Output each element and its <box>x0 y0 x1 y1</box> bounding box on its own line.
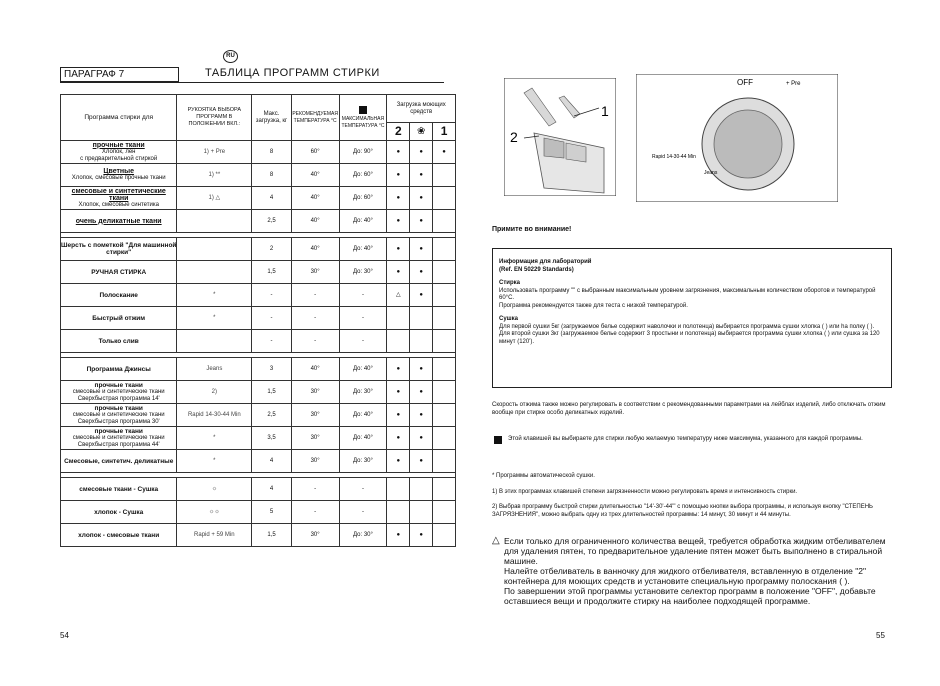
program-name-cell <box>61 164 177 187</box>
table-row <box>61 381 456 404</box>
program-name-line: Хлопок, смесовые прочные ткани <box>71 175 166 181</box>
knob-cell: * <box>177 450 252 473</box>
detergent-flower-cell: ● <box>410 238 433 261</box>
header-compartment-flower: ❀ <box>410 123 433 141</box>
program-name-cell <box>61 187 177 210</box>
detergent-2-cell: ● <box>387 381 410 404</box>
program-name-cell <box>61 210 177 233</box>
dry-title: Сушка <box>499 316 519 322</box>
program-name-cell <box>61 381 177 404</box>
program-name-line: смесовые и синтетические ткани <box>71 187 166 202</box>
bleach-paragraph-3: По завершении этой программы установите селектор программ в положение "OFF", добавьте оставшиеся вещи и продолжите стирку на наиболее подходящей программе. <box>504 586 876 606</box>
knob-cell: * <box>177 284 252 307</box>
rec-temp-cell: - <box>291 284 339 307</box>
max-temp-cell: До: 40° <box>339 427 387 450</box>
max-load-cell: 4 <box>252 187 292 210</box>
detergent-2-cell: △ <box>387 284 410 307</box>
program-name-line: прочные ткани <box>94 427 143 435</box>
table-row <box>61 141 456 164</box>
max-load-cell: 8 <box>252 141 292 164</box>
knob-cell: * <box>177 427 252 450</box>
detergent-flower-cell: ● <box>410 450 433 473</box>
program-name-cell <box>61 524 177 547</box>
program-name-line: Программа Джинсы <box>86 365 151 373</box>
dry-text-2: Для второй сушки 3кг (загружаемое белье содержит 3 простыни и полотенца) выбирается программа сушки хлопка ( ) или сушка за 120 минут (120'). <box>499 331 880 345</box>
header-program: Программа стирки для <box>61 95 177 141</box>
rec-temp-cell: - <box>291 478 339 501</box>
detergent-flower-cell: ● <box>410 210 433 233</box>
program-name-line: Полоскание <box>99 291 138 299</box>
program-dial-illustration <box>636 74 838 202</box>
table-row <box>61 187 456 210</box>
bleach-paragraph-1: Если только для ограниченного количества вещей, требуется обработка жидким отбеливателем для удаления пятен, то предварительное удаление пятен может быть выполнено в стиральной машине. <box>504 536 886 566</box>
knob-cell: * <box>177 307 252 330</box>
detergent-2-cell: ● <box>387 261 410 284</box>
program-name-cell <box>61 427 177 450</box>
detergent-flower-cell: ● <box>410 427 433 450</box>
spin-note: Скорость отжима также можно регулировать в соответствии с рекомендованными параметрами на лейблах изделий, либо отключать отжим вообще при стирке особо деликатных изделий. <box>492 402 886 416</box>
max-temp-cell: - <box>339 284 387 307</box>
detergent-1-cell <box>433 450 456 473</box>
knob-cell <box>177 238 252 261</box>
detergent-2-cell: ● <box>387 358 410 381</box>
program-name-cell <box>61 330 177 353</box>
knob-cell: 1) △ <box>177 187 252 210</box>
program-name-line: смесовые ткани - Сушка <box>79 485 159 493</box>
detergent-2-cell: ● <box>387 450 410 473</box>
max-load-cell: 5 <box>252 501 292 524</box>
detergent-2-cell: ● <box>387 524 410 547</box>
max-load-cell: 1,5 <box>252 524 292 547</box>
bleach-section <box>492 536 896 606</box>
table-row <box>61 238 456 261</box>
max-load-cell: - <box>252 307 292 330</box>
header-max-temp <box>339 95 387 141</box>
max-temp-cell: - <box>339 330 387 353</box>
dial-off-label: OFF <box>737 78 753 87</box>
program-name-line: прочные ткани <box>92 141 145 149</box>
knob-cell: 1) + Pre <box>177 141 252 164</box>
dry-text-1: Для первой сушки 5кг (загружаемое белье содержит наволочки и полотенца) выбирается программа сушки хлопка ( ) или ha полку ( ). <box>499 323 875 330</box>
detergent-1-cell: ● <box>433 141 456 164</box>
header-max-temp-label: МАКСИМАЛЬНАЯ ТЕМПЕРАТУРА °С <box>341 115 385 129</box>
detergent-1-cell <box>433 381 456 404</box>
rec-temp-cell: - <box>291 501 339 524</box>
detergent-flower-cell <box>410 330 433 353</box>
header-detergent: Загрузка моющих средств <box>387 95 456 123</box>
max-temp-cell: До: 30° <box>339 261 387 284</box>
max-temp-cell: - <box>339 307 387 330</box>
detergent-1-cell <box>433 284 456 307</box>
detergent-1-cell <box>433 427 456 450</box>
table-row <box>61 427 456 450</box>
max-load-cell: 2,5 <box>252 404 292 427</box>
program-name-line: очень деликатные ткани <box>75 217 162 225</box>
max-temp-cell: - <box>339 478 387 501</box>
dial-jeans-label: Jeans <box>704 170 718 176</box>
max-temp-cell: До: 40° <box>339 210 387 233</box>
max-load-cell: 3 <box>252 358 292 381</box>
max-load-cell: - <box>252 330 292 353</box>
detergent-1-cell <box>433 330 456 353</box>
knob-cell: ☼☼ <box>177 501 252 524</box>
rec-temp-cell: 30° <box>291 381 339 404</box>
rec-temp-cell: 40° <box>291 210 339 233</box>
max-temp-cell: До: 30° <box>339 450 387 473</box>
paragraph-label: ПАРАГРАФ 7 <box>60 67 179 82</box>
program-name-cell <box>61 238 177 261</box>
knob-cell: 2) <box>177 381 252 404</box>
program-name-line: Быстрый отжим <box>92 314 146 322</box>
program-name-cell <box>61 284 177 307</box>
temp-key-square-icon <box>359 106 367 114</box>
program-table <box>60 94 456 547</box>
detergent-1-cell <box>433 210 456 233</box>
lab-title: Информация для лабораторий <box>499 259 592 265</box>
program-name-cell <box>61 404 177 427</box>
detergent-flower-cell: ● <box>410 141 433 164</box>
max-load-cell: 1,5 <box>252 261 292 284</box>
program-name-line: Сверхбыстрая программа 44' <box>77 441 160 448</box>
rec-temp-cell: 30° <box>291 404 339 427</box>
max-load-cell: 1,5 <box>252 381 292 404</box>
table-row <box>61 307 456 330</box>
max-load-cell: 8 <box>252 164 292 187</box>
lab-ref: (Ref. EN 50229 Standards) <box>499 266 574 273</box>
max-temp-cell: До: 40° <box>339 238 387 261</box>
callout-1: 1 <box>601 103 609 119</box>
header-compartment-2: 2 <box>387 123 410 141</box>
bleach-paragraph-2: Налейте отбеливатель в ванночку для жидкого отбеливателя, вставленную в отделение "2" контейнера для моющих средств и установите специальную программу полоскания ( ). <box>504 566 866 586</box>
table-row <box>61 358 456 381</box>
detergent-drawer-illustration <box>504 78 616 196</box>
footnote-2: 2) Выбрав программу быстрой стирки длительностью "14'-30'-44'" с помощью кнопки выбора программы, и используя кнопку "СТЕПЕНЬ ЗАГРЯЗНЕНИЯ", можно выбрать одну из трех длительностей программы: 14 минут, 30 минут и 44 минуты. <box>492 504 873 518</box>
header-compartment-1: 1 <box>433 123 456 141</box>
max-load-cell: 4 <box>252 478 292 501</box>
program-name-line: Сверхбыстрая программа 14' <box>77 395 160 402</box>
program-name-line: прочные ткани <box>94 381 143 389</box>
dial-pre-label: + Pre <box>786 81 801 87</box>
table-row <box>61 164 456 187</box>
program-name-line: смесовые и синтетические ткани <box>72 434 165 441</box>
table-row <box>61 404 456 427</box>
program-name-cell <box>61 501 177 524</box>
program-name-cell <box>61 358 177 381</box>
program-name-line: смесовые и синтетические ткани <box>72 388 165 395</box>
detergent-2-cell: ● <box>387 164 410 187</box>
detergent-1-cell <box>433 478 456 501</box>
program-name-line: хлопок - смесовые ткани <box>78 531 160 539</box>
table-row <box>61 450 456 473</box>
detergent-1-cell <box>433 187 456 210</box>
rec-temp-cell: 60° <box>291 141 339 164</box>
warning-triangle-icon: △ <box>492 535 500 546</box>
detergent-2-cell <box>387 478 410 501</box>
detergent-flower-cell: ● <box>410 524 433 547</box>
detergent-1-cell <box>433 404 456 427</box>
knob-cell: 1) ** <box>177 164 252 187</box>
detergent-2-cell: ● <box>387 187 410 210</box>
table-row <box>61 284 456 307</box>
program-name-cell <box>61 141 177 164</box>
program-name-line: прочные ткани <box>94 404 143 412</box>
max-load-cell: 2,5 <box>252 210 292 233</box>
program-name-line: Смесовые, синтетич. деликатные <box>64 457 174 465</box>
knob-cell <box>177 330 252 353</box>
detergent-1-cell <box>433 261 456 284</box>
program-name-cell <box>61 478 177 501</box>
rec-temp-cell: 30° <box>291 261 339 284</box>
program-name-cell <box>61 307 177 330</box>
rec-temp-cell: 40° <box>291 187 339 210</box>
knob-cell <box>177 261 252 284</box>
knob-cell: Jeans <box>177 358 252 381</box>
rec-temp-cell: 40° <box>291 238 339 261</box>
detergent-2-cell: ● <box>387 141 410 164</box>
detergent-2-cell <box>387 307 410 330</box>
detergent-flower-cell: ● <box>410 404 433 427</box>
wash-title: Стирка <box>499 280 520 286</box>
page-number-right: 55 <box>876 631 885 640</box>
rec-temp-cell: 30° <box>291 524 339 547</box>
temp-key-square-icon <box>494 436 502 444</box>
detergent-1-cell <box>433 524 456 547</box>
max-temp-cell: До: 40° <box>339 404 387 427</box>
max-temp-cell: До: 40° <box>339 358 387 381</box>
table-row <box>61 261 456 284</box>
detergent-flower-cell: ● <box>410 187 433 210</box>
divider <box>60 82 444 83</box>
header-rec-temp: РЕКОМЕНДУЕМАЯ ТЕМПЕРАТУРА °С <box>291 95 339 141</box>
page-title: ТАБЛИЦА ПРОГРАММ СТИРКИ <box>205 67 380 79</box>
detergent-2-cell: ● <box>387 238 410 261</box>
program-name-line: Шерсть с пометкой "Для машинной стирки" <box>61 242 177 256</box>
program-name-line: хлопок - Сушка <box>94 508 144 516</box>
max-load-cell: 2 <box>252 238 292 261</box>
program-name-line: с предварительной стиркой <box>80 155 158 162</box>
wash-text-2: Программа рекомендуется также для теста с низкой температурой. <box>499 302 688 309</box>
detergent-2-cell <box>387 330 410 353</box>
program-name-line: Цветные <box>103 168 135 175</box>
detergent-flower-cell: ● <box>410 284 433 307</box>
header-max-load: Макс. загрузка, кг <box>252 95 292 141</box>
max-temp-cell: - <box>339 501 387 524</box>
temp-note-text: Этой клавишей вы выбираете для стирки любую желаемую температуру ниже максимума, указанного для каждой программы. <box>508 436 863 442</box>
table-row <box>61 478 456 501</box>
rec-temp-cell: 30° <box>291 427 339 450</box>
max-load-cell: 3,5 <box>252 427 292 450</box>
footnote-1: 1) В этих программах клавишей степени загрязненности можно регулировать время и интенсивность стирки. <box>492 489 798 495</box>
knob-cell: ☼ <box>177 478 252 501</box>
max-temp-cell: До: 30° <box>339 381 387 404</box>
detergent-flower-cell: ● <box>410 164 433 187</box>
language-badge: RU <box>223 50 238 63</box>
table-row <box>61 501 456 524</box>
program-name-line: РУЧНАЯ СТИРКА <box>91 268 147 276</box>
detergent-flower-cell: ● <box>410 381 433 404</box>
lab-info-box <box>492 248 892 388</box>
program-name-cell <box>61 450 177 473</box>
header-knob: РУКОЯТКА ВЫБОРА ПРОГРАММ В ПОЛОЖЕНИИ ВКЛ.: <box>177 95 252 141</box>
callout-2: 2 <box>510 129 518 145</box>
program-name-cell <box>61 261 177 284</box>
program-name-line: Только слив <box>98 337 139 345</box>
auto-note: * Программы автоматической сушки. <box>492 473 595 479</box>
detergent-1-cell <box>433 307 456 330</box>
detergent-1-cell <box>433 358 456 381</box>
detergent-flower-cell <box>410 307 433 330</box>
detergent-flower-cell: ● <box>410 261 433 284</box>
detergent-2-cell: ● <box>387 404 410 427</box>
rec-temp-cell: - <box>291 330 339 353</box>
max-load-cell: - <box>252 284 292 307</box>
max-load-cell: 4 <box>252 450 292 473</box>
detergent-flower-cell <box>410 501 433 524</box>
wash-text: Использовать программу "" с выбранным максимальным уровнем загрязнения, максимальным количеством оборотов и температурой 60°C. <box>499 287 876 301</box>
program-name-line: смесовые и синтетические ткани <box>72 411 165 418</box>
detergent-2-cell <box>387 501 410 524</box>
dial-rapid-label: Rapid 14-30-44 Min <box>652 154 696 160</box>
max-temp-cell: До: 30° <box>339 524 387 547</box>
program-name-line: Хлопок, смесовые синтетика <box>78 201 159 208</box>
rec-temp-cell: 30° <box>291 450 339 473</box>
note-heading: Примите во внимание! <box>492 226 572 233</box>
knob-cell: Rapid 14-30-44 Min <box>177 404 252 427</box>
temp-note <box>492 436 892 444</box>
max-temp-cell: До: 60° <box>339 187 387 210</box>
max-temp-cell: До: 90° <box>339 141 387 164</box>
program-name-line: Хлопок, лен <box>101 148 136 155</box>
detergent-2-cell: ● <box>387 427 410 450</box>
detergent-flower-cell <box>410 478 433 501</box>
detergent-1-cell <box>433 501 456 524</box>
rec-temp-cell: - <box>291 307 339 330</box>
table-row <box>61 210 456 233</box>
rec-temp-cell: 40° <box>291 164 339 187</box>
knob-cell: Rapid + 59 Min <box>177 524 252 547</box>
page-number: 54 <box>60 631 69 640</box>
detergent-flower-cell: ● <box>410 358 433 381</box>
program-name-line: Сверхбыстрая программа 30' <box>77 418 160 425</box>
detergent-1-cell <box>433 238 456 261</box>
detergent-1-cell <box>433 164 456 187</box>
max-temp-cell: До: 60° <box>339 164 387 187</box>
table-row <box>61 524 456 547</box>
knob-cell <box>177 210 252 233</box>
rec-temp-cell: 40° <box>291 358 339 381</box>
detergent-2-cell: ● <box>387 210 410 233</box>
table-row <box>61 330 456 353</box>
